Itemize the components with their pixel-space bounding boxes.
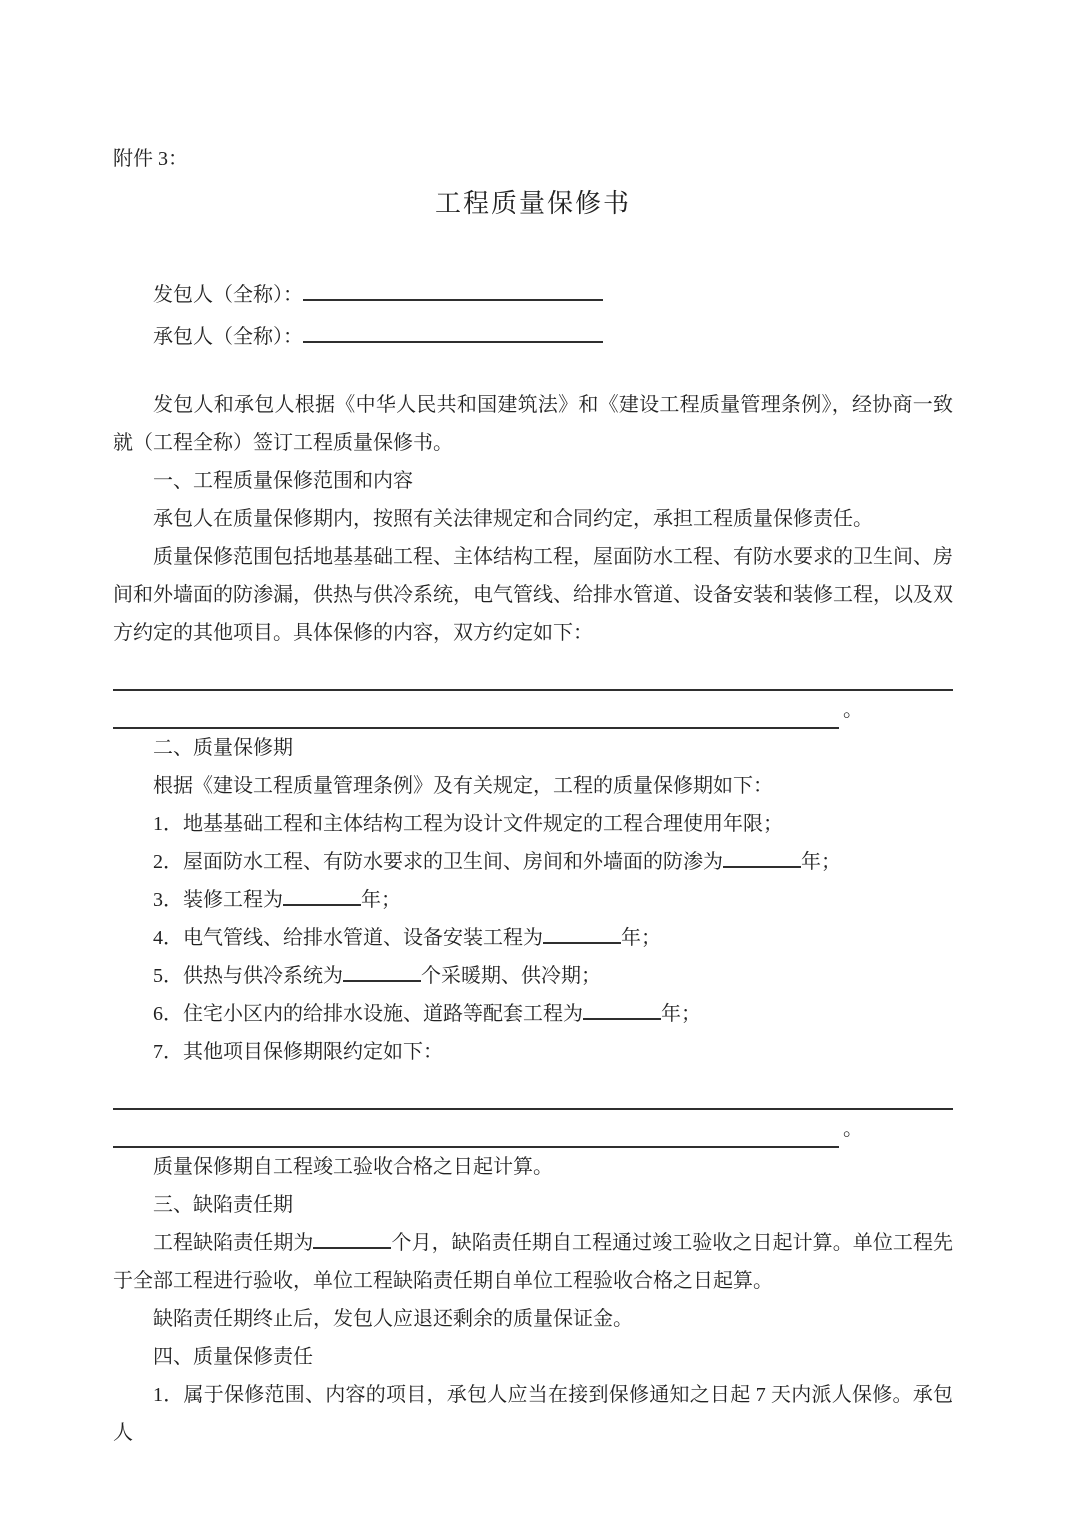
- section-1-paragraph-2: 质量保修范围包括地基基础工程、主体结构工程，屋面防水工程、有防水要求的卫生间、房间和外墙面的防渗漏，供热与供冷系统，电气管线、给排水管道、设备安装和装修工程，以及双方约定的其他项目。具体保修的内容，双方约定如下：: [113, 546, 953, 644]
- warranty-item-5-suffix: 个采暖期、供冷期；: [421, 965, 601, 987]
- warranty-item-3-suffix: 年；: [361, 889, 401, 911]
- fill-in-line-short: [113, 690, 839, 729]
- section-2-paragraph-1: 根据《建设工程质量管理条例》及有关规定，工程的质量保修期如下：: [153, 775, 773, 797]
- party-a-row: [113, 274, 953, 316]
- section-1-paragraph-1: 承包人在质量保修期内，按照有关法律规定和合同约定，承担工程质量保修责任。: [153, 508, 873, 530]
- party-b-row: [113, 316, 953, 358]
- warranty-item-1: [113, 805, 953, 843]
- warranty-item-3: [113, 881, 953, 919]
- section-4-item-1: 1．属于保修范围、内容的项目，承包人应当在接到保修通知之日起 7 天内派人保修。承包人: [113, 1384, 953, 1444]
- party-b-label: 承包人（全称）：: [153, 326, 303, 348]
- section-2-closing: 质量保修期自工程竣工验收合格之日起计算。: [153, 1156, 553, 1178]
- fill-in-line-short: [113, 1109, 839, 1148]
- party-a-fill-in-blank: [303, 279, 603, 301]
- warranty-item-4: [113, 919, 953, 957]
- warranty-item-6-suffix: 年；: [661, 1003, 701, 1025]
- warranty-item-5: [113, 957, 953, 995]
- fill-in-blank: [283, 886, 361, 906]
- warranty-item-2: [113, 843, 953, 881]
- warranty-item-4-text: 4．电气管线、给排水管道、设备安装工程为: [153, 927, 543, 949]
- party-fields: [113, 274, 953, 358]
- document-title: 工程质量保修书: [434, 189, 631, 218]
- fill-in-blank: [723, 848, 801, 868]
- fill-in-blank: [313, 1229, 391, 1249]
- section-3-paragraph-2: 缺陷责任期终止后，发包人应退还剩余的质量保证金。: [153, 1308, 633, 1330]
- warranty-item-7-text: 7．其他项目保修期限约定如下：: [153, 1041, 443, 1063]
- fill-in-line-full: [113, 652, 953, 691]
- section-3-paragraph-1-prefix: 工程缺陷责任期为: [153, 1232, 314, 1254]
- warranty-item-6-text: 6．住宅小区内的给排水设施、道路等配套工程为: [153, 1003, 583, 1025]
- fill-in-blank: [343, 962, 421, 982]
- warranty-item-3-text: 3．装修工程为: [153, 889, 283, 911]
- fill-in-blank: [583, 1000, 661, 1020]
- warranty-item-6: [113, 995, 953, 1033]
- warranty-item-7: [113, 1033, 953, 1071]
- warranty-item-5-text: 5．供热与供冷系统为: [153, 965, 343, 987]
- section-1-heading: 一、工程质量保修范围和内容: [153, 470, 413, 492]
- intro-paragraph: 发包人和承包人根据《中华人民共和国建筑法》和《建设工程质量管理条例》，经协商一致就（工程全称）签订工程质量保修书。: [113, 394, 953, 454]
- fill-in-line-full: [113, 1071, 953, 1110]
- warranty-item-1-text: 1．地基基础工程和主体结构工程为设计文件规定的工程合理使用年限；: [153, 813, 783, 835]
- warranty-item-2-suffix: 年；: [801, 851, 841, 873]
- section-4-heading: 四、质量保修责任: [153, 1346, 313, 1368]
- party-a-label: 发包人（全称）：: [153, 284, 303, 306]
- fill-in-line-row: [113, 691, 953, 729]
- section-3-heading: 三、缺陷责任期: [153, 1194, 293, 1216]
- line-end-period: 。: [843, 1118, 863, 1140]
- attachment-label: 附件 3：: [113, 148, 188, 170]
- party-b-fill-in-blank: [303, 321, 603, 343]
- fill-in-line-row: [113, 1110, 953, 1148]
- warranty-item-4-suffix: 年；: [621, 927, 661, 949]
- fill-in-blank: [543, 924, 621, 944]
- section-3-paragraph-1: [113, 1224, 953, 1300]
- line-end-period: 。: [843, 699, 863, 721]
- section-2-heading: 二、质量保修期: [153, 737, 293, 759]
- warranty-item-2-text: 2．屋面防水工程、有防水要求的卫生间、房间和外墙面的防渗为: [153, 851, 723, 873]
- section-3-paragraph-1-suffix: 个月，缺陷责任期自工程通过竣工验收之日起计算。单位工程先于全部工程进行验收，单位工程缺陷责任期自单位工程验收合格之日起算。: [113, 1232, 954, 1292]
